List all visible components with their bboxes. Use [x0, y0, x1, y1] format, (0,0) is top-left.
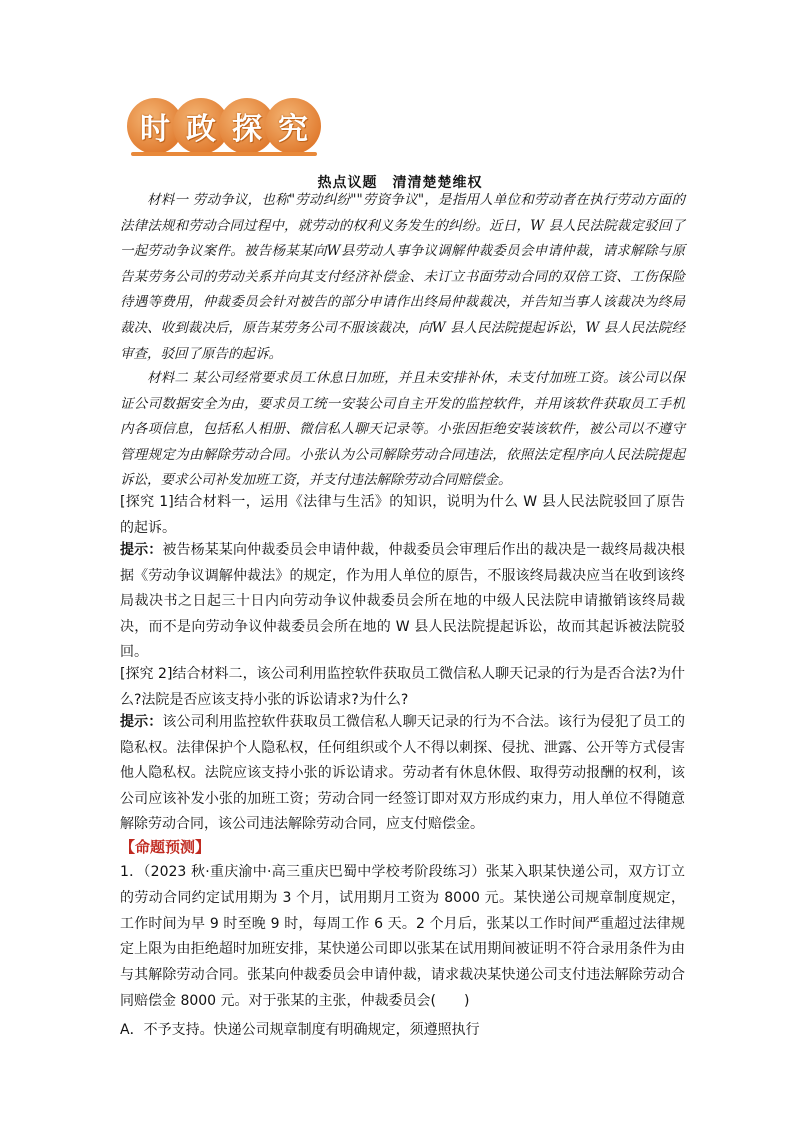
- material-1: [120, 188, 685, 367]
- prediction-heading: 【命题预测】: [120, 838, 211, 856]
- question-1-text: 1．（2023 秋·重庆渝中·高三重庆巴蜀中学校考阶段练习）张某入职某快递公司，双方订立的劳动合同约定试用期为 3 个月，试用期月工资为 8000 元。某快递公司规章制度规定，工作时间为早 9 时至晚 9 时，每周工作 6 天。2 个月后，张某以工作时间严重超过法律规定上限为由拒绝超时加班安排，某快递公司即以张某在试用期间被证明不符合录用条件为由与其解除劳动合同。张某向仲裁委员会申请仲裁，请求裁决某快递公司支付违法解除劳动合同赔偿金 8000 元。对于张某的主张，仲裁委员会( ): [120, 864, 685, 1009]
- hint-1-label: 提示：: [120, 542, 163, 558]
- material-2: [120, 366, 685, 494]
- banner-char-2: 政: [173, 98, 229, 154]
- section-banner: [127, 96, 322, 158]
- topic-title: 热点议题 清清楚楚维权: [317, 175, 483, 191]
- hint-2: [120, 710, 685, 838]
- inquiry-2-text: [探究 2]结合材料二，该公司利用监控软件获取员工微信私人聊天记录的行为是否合法?为什么?法院是否应该支持小张的诉讼请求?为什么?: [120, 666, 685, 708]
- material-1-text: 材料一 劳动争议，也称"劳动纠纷""劳资争议"，是指用人单位和劳动者在执行劳动方面的法律法规和劳动合同过程中，就劳动的权利义务发生的纠纷。近日，W 县人民法院裁定驳回了一起劳动争议案件。被告杨某某向W县劳动人事争议调解仲裁委员会申请仲裁，请求解除与原告某劳务公司的劳动关系并向其支付经济补偿金、未订立书面劳动合同的双倍工资、工伤保险待遇等费用，仲裁委员会针对被告的部分申请作出终局仲裁裁决，并告知当事人该裁决为终局裁决、收到裁决后，原告某劳务公司不服该裁决，向W 县人民法院提起诉讼，W 县人民法院经审查，驳回了原告的起诉。: [120, 192, 685, 362]
- inquiry-1-text: [探究 1]结合材料一，运用《法律与生活》的知识，说明为什么 W 县人民法院驳回了原告的起诉。: [120, 494, 685, 536]
- inquiry-1: [120, 490, 685, 541]
- banner-char-1: 时: [127, 98, 183, 154]
- inquiry-2: [120, 662, 685, 713]
- option-a: A．不予支持。快递公司规章制度有明确规定，须遵照执行: [120, 1022, 480, 1038]
- hint-2-label: 提示：: [120, 714, 163, 730]
- hint-2-text: 该公司利用监控软件获取员工微信私人聊天记录的行为不合法。该行为侵犯了员工的隐私权。法律保护个人隐私权，任何组织或个人不得以刺探、侵扰、泄露、公开等方式侵害他人隐私权。法院应该支持小张的诉讼请求。劳动者有休息休假、取得劳动报酬的权利，该公司应该补发小张的加班工资；劳动合同一经签订即对双方形成约束力，用人单位不得随意解除劳动合同，该公司违法解除劳动合同，应支付赔偿金。: [120, 714, 686, 833]
- hint-1: [120, 538, 685, 666]
- question-1: [120, 860, 685, 1015]
- banner-char-3: 探: [219, 98, 275, 154]
- hint-1-text: 被告杨某某向仲裁委员会申请仲裁，仲裁委员会审理后作出的裁决是一裁终局裁决根据《劳动争议调解仲裁法》的规定，作为用人单位的原告，不服该终局裁决应当在收到该终局裁决书之日起三十日内向劳动争议仲裁委员会所在地的中级人民法院申请撤销该终局裁决，而不是向劳动争议仲裁委员会所在地的 W 县人民法院提起诉讼，故而其起诉被法院驳回。: [120, 542, 686, 661]
- banner-underline: [131, 152, 317, 156]
- banner-char-4: 究: [265, 98, 321, 154]
- material-2-text: 材料二 某公司经常要求员工休息日加班，并且未安排补休，未支付加班工资。该公司以保证公司数据安全为由，要求员工统一安装公司自主开发的监控软件，并用该软件获取员工手机内各项信息，包括私人相册、微信私人聊天记录等。小张因拒绝安装该软件，被公司以不遵守管理规定为由解除劳动合同。小张认为公司解除劳动合同违法，依照法定程序向人民法院提起诉讼，要求公司补发加班工资，并支付违法解除劳动合同赔偿金。: [120, 370, 685, 489]
